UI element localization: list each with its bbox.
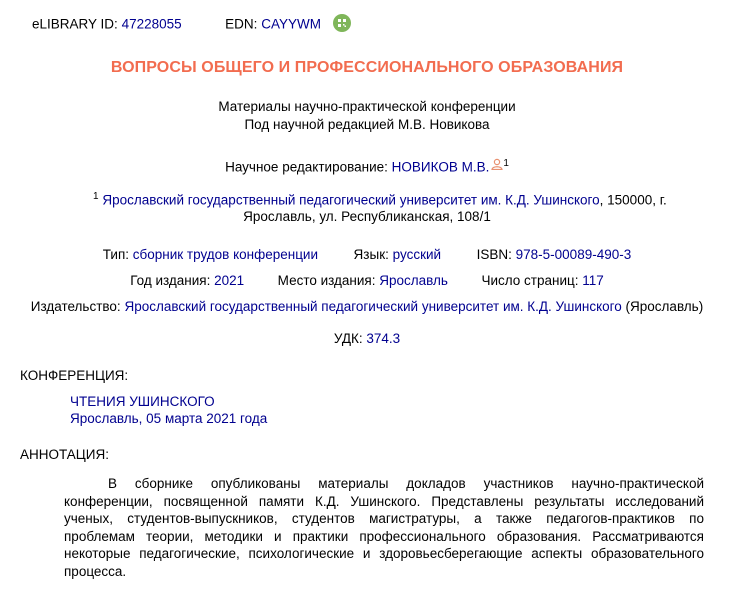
elibrary-id-link[interactable]: 47228055: [121, 16, 182, 32]
page-title: ВОПРОСЫ ОБЩЕГО И ПРОФЕССИОНАЛЬНОГО ОБРАЗОВАНИЯ: [110, 59, 624, 76]
publisher-label: Издательство:: [30, 299, 121, 314]
year-value[interactable]: 2021: [214, 273, 245, 288]
publisher-row: [0, 299, 734, 314]
publisher-link[interactable]: Ярославский государственный педагогический университет им. К.Д. Ушинского: [124, 299, 622, 314]
qr-code-icon[interactable]: [333, 14, 351, 32]
edn-label: EDN:: [225, 16, 258, 32]
udk-label: УДК:: [333, 331, 363, 346]
annotation-heading: АННОТАЦИЯ:: [20, 447, 109, 462]
lang-label: Язык:: [353, 247, 389, 262]
conference-place-date-link[interactable]: Ярославль, 05 марта 2021 года: [70, 411, 268, 426]
subtitle-line-2: Под научной редакцией М.В. Новикова: [244, 117, 490, 132]
affiliation-line-1: [93, 191, 667, 208]
affiliation-sup: 1: [93, 191, 99, 202]
header-ids: [32, 16, 351, 34]
udk-value[interactable]: 374.3: [366, 331, 401, 346]
editor-label: Научное редактирование:: [225, 159, 388, 175]
meta-row-2: [0, 273, 734, 288]
affiliation-org-link[interactable]: Ярославский государственный педагогический университет им. К.Д. Ушинского: [102, 192, 600, 208]
place-label: Место издания:: [277, 273, 376, 288]
meta-row-1: [0, 247, 734, 262]
conference-heading: КОНФЕРЕНЦИЯ:: [20, 368, 129, 383]
type-value[interactable]: сборник трудов конференции: [132, 247, 319, 262]
editor-affiliation-sup: 1: [503, 158, 509, 169]
isbn-value[interactable]: 978-5-00089-490-3: [515, 247, 632, 262]
conference-name-link[interactable]: ЧТЕНИЯ УШИНСКОГО: [70, 394, 215, 409]
pages-value[interactable]: 117: [582, 273, 604, 288]
annotation-text: В сборнике опубликованы материалы докладов участников научно-практической конференции, посвященной памяти К.Д. Ушинского. Представлены результаты исследований ученых, студентов-выпускников, студентов магистратуры, а также педагогов-практиков по проблемам теории, методики и практики профессионального образования. Рассматриваются некоторые педагогические, психологические и здоровьесберегающие аспекты образовательного процесса.: [64, 476, 704, 579]
year-label: Год издания:: [130, 273, 211, 288]
author-profile-icon[interactable]: [491, 158, 503, 170]
editor-name-link[interactable]: НОВИКОВ М.В.: [391, 159, 490, 175]
isbn-label: ISBN:: [476, 247, 512, 262]
pages-label: Число страниц:: [481, 273, 579, 288]
type-label: Тип:: [102, 247, 130, 262]
edn-link[interactable]: CAYYWM: [261, 16, 321, 32]
affiliation-address-part1: , 150000, г.: [599, 192, 667, 208]
udk-row: [0, 331, 734, 346]
lang-value[interactable]: русский: [392, 247, 442, 262]
publisher-city: (Ярославль): [625, 299, 704, 314]
subtitle-line-1: Материалы научно-практической конференции: [218, 99, 516, 114]
editor-row: [0, 158, 734, 175]
place-value[interactable]: Ярославль: [379, 273, 448, 288]
elibrary-id-label: eLIBRARY ID:: [32, 16, 118, 32]
affiliation-address-part2: Ярославль, ул. Республиканская, 108/1: [243, 209, 491, 224]
